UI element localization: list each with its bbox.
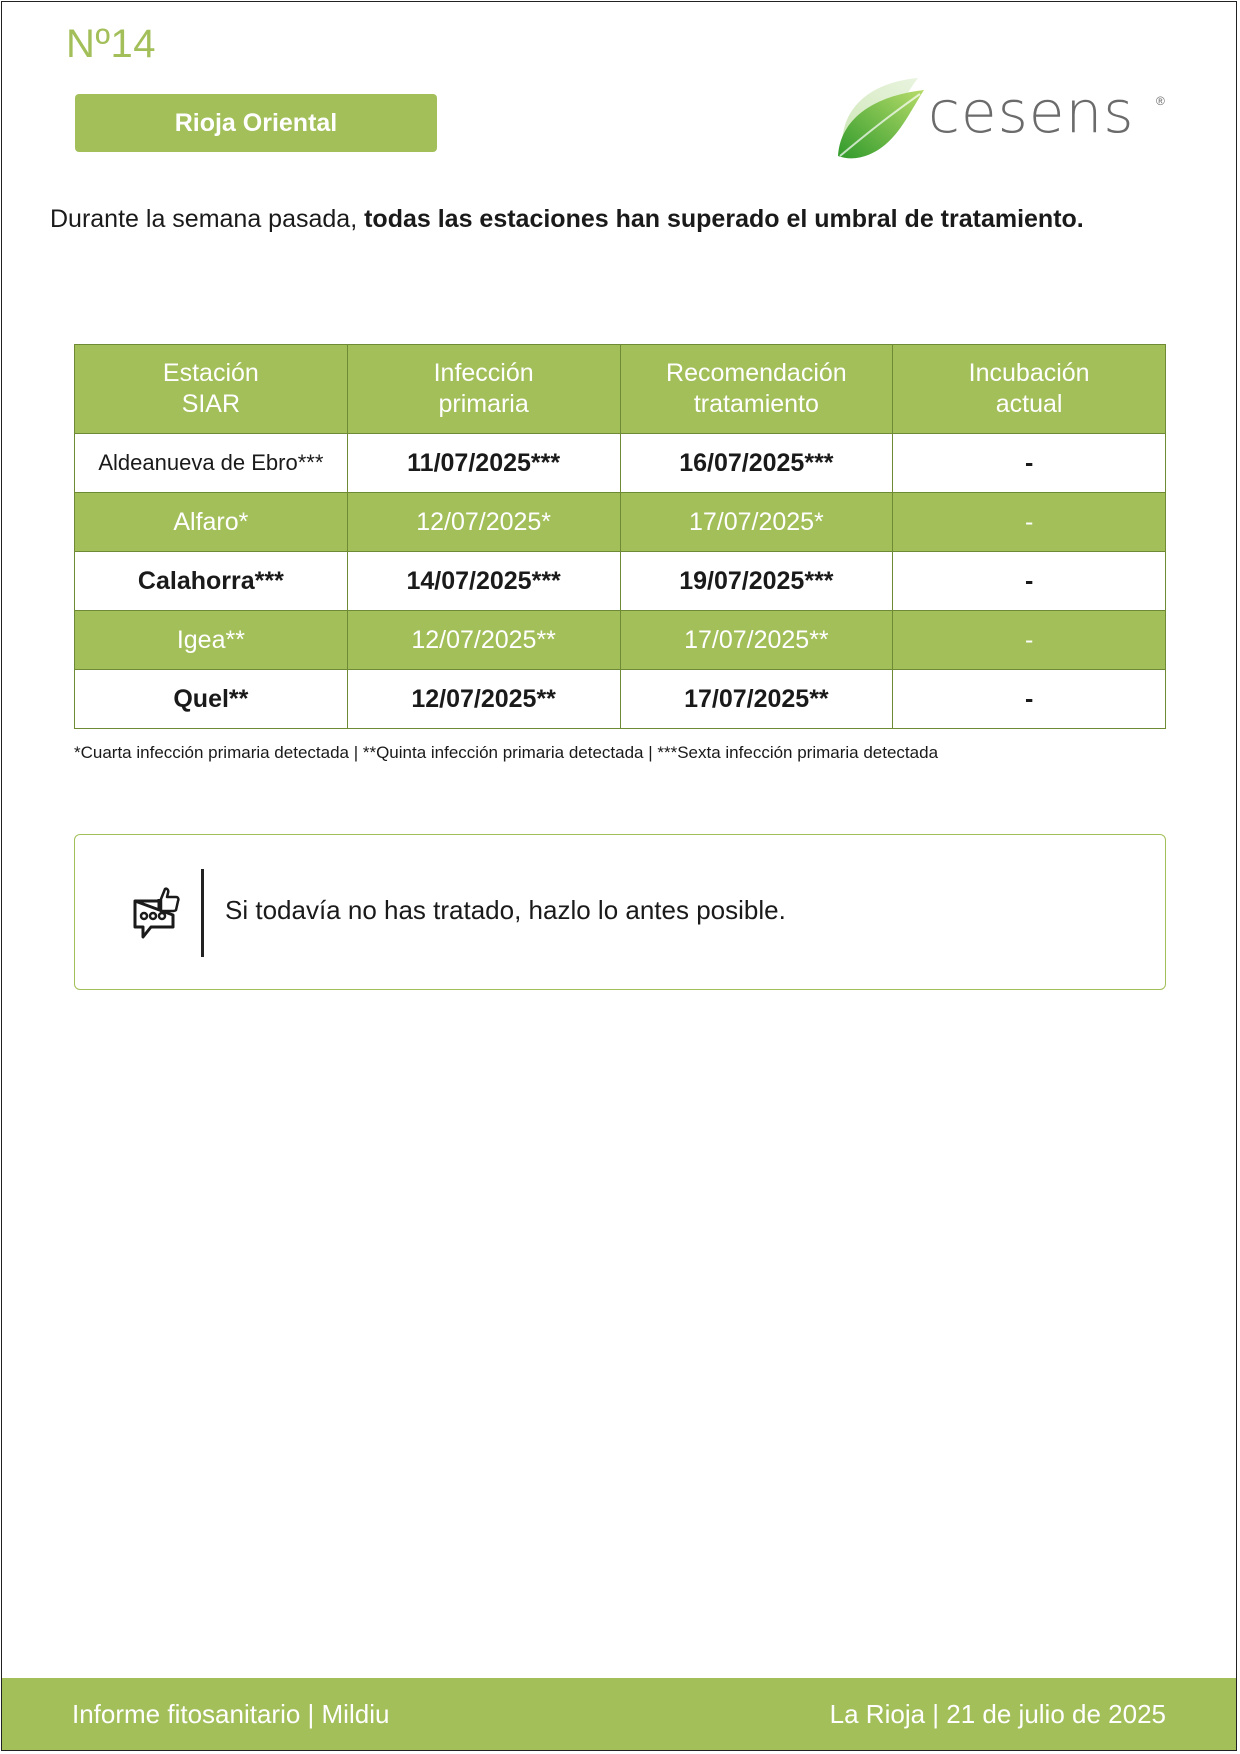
table-row bbox=[75, 611, 1166, 670]
stations-table bbox=[74, 344, 1166, 729]
cell-incubation: - bbox=[893, 670, 1166, 729]
cell-station: Quel** bbox=[75, 670, 348, 729]
cell-treatment: 17/07/2025** bbox=[620, 611, 893, 670]
table-row bbox=[75, 670, 1166, 729]
region-label: Rioja Oriental bbox=[174, 108, 338, 137]
advice-text: Si todavía no has tratado, hazlo lo antes posible. bbox=[225, 895, 786, 925]
logo-registered-mark: ® bbox=[1156, 94, 1165, 108]
cell-station: Alfaro* bbox=[75, 493, 348, 552]
cell-infection: 12/07/2025** bbox=[347, 611, 620, 670]
cell-incubation: - bbox=[893, 493, 1166, 552]
issue-number: Nº14 bbox=[66, 22, 156, 66]
cell-infection: 12/07/2025** bbox=[347, 670, 620, 729]
table-footnote: *Cuarta infección primaria detectada | **Quinta infección primaria detectada | ***Sexta infección primaria detectada bbox=[74, 743, 939, 762]
cesens-logo bbox=[834, 74, 1174, 164]
footer-bar bbox=[2, 1678, 1236, 1750]
table-row bbox=[75, 552, 1166, 611]
cell-station: Igea** bbox=[75, 611, 348, 670]
table-header-row bbox=[75, 345, 1166, 434]
cell-treatment: 19/07/2025*** bbox=[620, 552, 893, 611]
cell-infection: 12/07/2025* bbox=[347, 493, 620, 552]
cell-station: Calahorra*** bbox=[75, 552, 348, 611]
intro-bold-text: todas las estaciones han superado el umbral de tratamiento. bbox=[364, 205, 1084, 233]
header-infection: Infección primaria bbox=[347, 345, 620, 434]
cell-treatment: 16/07/2025*** bbox=[620, 434, 893, 493]
table-row bbox=[75, 493, 1166, 552]
intro-paragraph bbox=[50, 198, 1140, 241]
cell-treatment: 17/07/2025** bbox=[620, 670, 893, 729]
cell-treatment: 17/07/2025* bbox=[620, 493, 893, 552]
cell-infection: 14/07/2025*** bbox=[347, 552, 620, 611]
leaf-icon bbox=[834, 74, 930, 164]
header-station: Estación SIAR bbox=[75, 345, 348, 434]
footer-location-date: La Rioja | 21 de julio de 2025 bbox=[829, 1699, 1166, 1729]
cell-infection: 11/07/2025*** bbox=[347, 434, 620, 493]
intro-plain-text: Durante la semana pasada, bbox=[50, 205, 365, 233]
header-incubation: Incubación actual bbox=[893, 345, 1166, 434]
cell-incubation: - bbox=[893, 552, 1166, 611]
cell-incubation: - bbox=[893, 434, 1166, 493]
logo-text: cesens bbox=[928, 78, 1135, 146]
advice-divider bbox=[201, 869, 204, 957]
header-treatment: Recomendación tratamiento bbox=[620, 345, 893, 434]
advice-box bbox=[74, 834, 1166, 990]
cell-incubation: - bbox=[893, 611, 1166, 670]
region-badge bbox=[75, 94, 437, 152]
table-row bbox=[75, 434, 1166, 493]
cell-station: Aldeanueva de Ebro*** bbox=[75, 434, 348, 493]
footer-report-title: Informe fitosanitario | Mildiu bbox=[72, 1699, 390, 1729]
chat-thumbs-up-icon bbox=[131, 885, 181, 941]
